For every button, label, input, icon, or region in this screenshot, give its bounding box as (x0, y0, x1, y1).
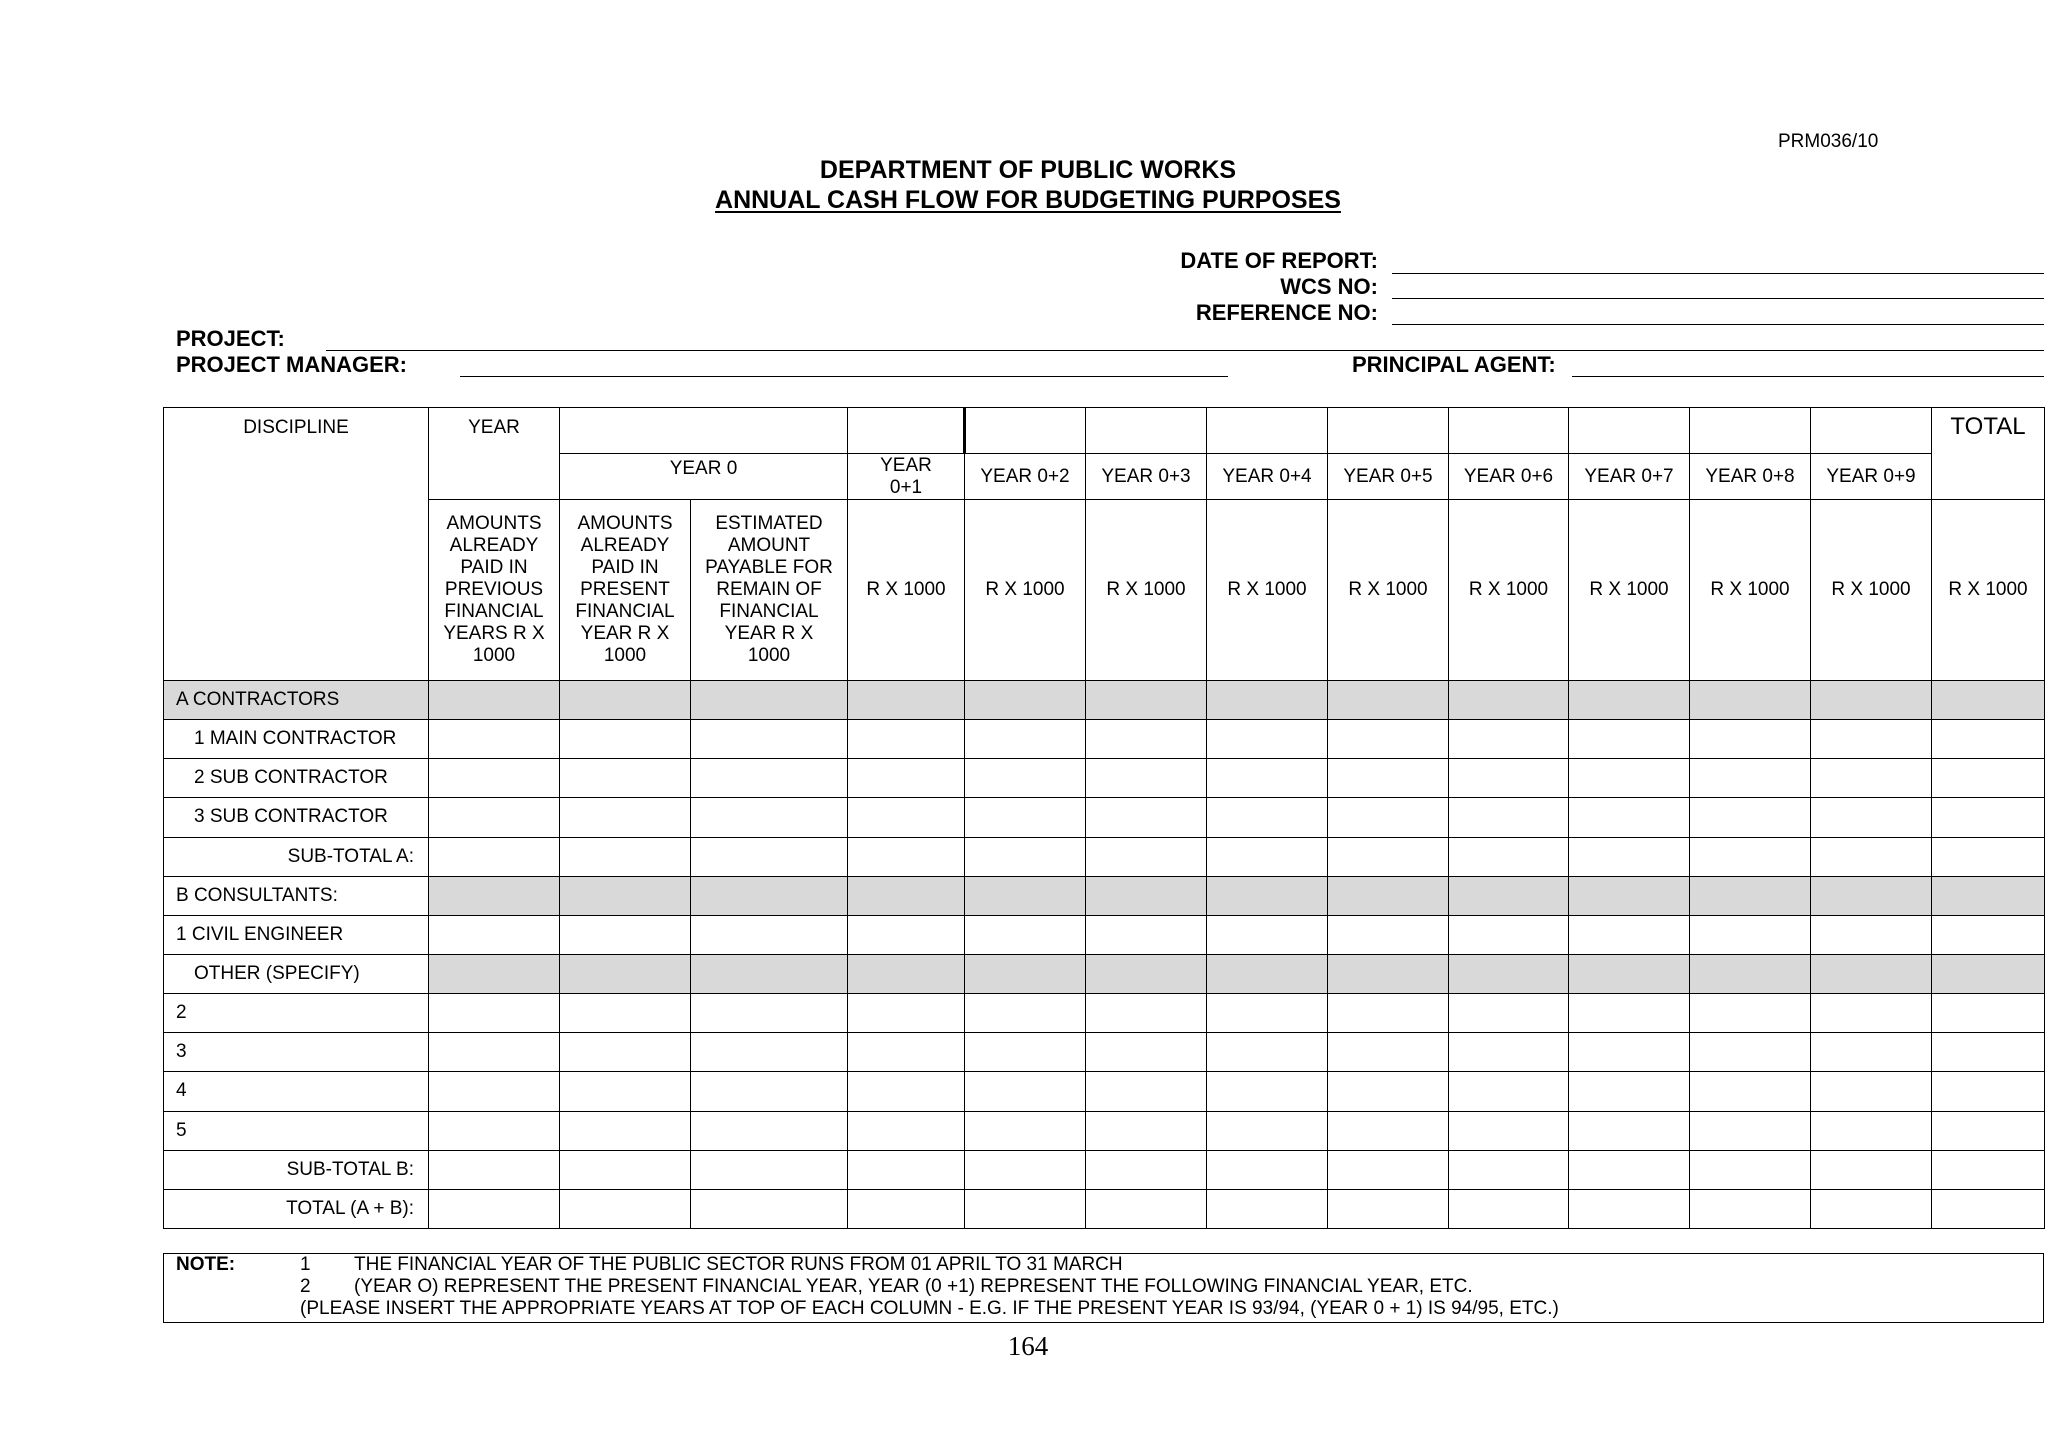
input-cell[interactable] (1086, 837, 1207, 876)
input-cell[interactable] (1690, 837, 1811, 876)
unit-header: R X 1000 (1569, 500, 1690, 681)
input-cell[interactable] (1932, 798, 2045, 837)
input-cell[interactable] (848, 1189, 965, 1228)
shaded-cell (965, 876, 1086, 915)
shaded-cell (1690, 680, 1811, 719)
input-cell[interactable] (1811, 759, 1932, 798)
input-cell[interactable] (1449, 759, 1569, 798)
shaded-cell (965, 954, 1086, 993)
row-label-5: 5 (164, 1111, 429, 1150)
year-0p9-header: YEAR 0+9 (1811, 454, 1932, 500)
input-cell[interactable] (560, 994, 691, 1033)
input-cell[interactable] (1086, 1189, 1207, 1228)
year-input-9[interactable] (1811, 408, 1932, 454)
input-cell[interactable] (1569, 1111, 1690, 1150)
input-cell[interactable] (429, 759, 560, 798)
input-cell[interactable] (848, 915, 965, 954)
shaded-cell (429, 876, 560, 915)
input-cell[interactable] (1690, 994, 1811, 1033)
shaded-cell (1569, 954, 1690, 993)
input-cell[interactable] (1328, 1111, 1449, 1150)
shaded-cell (1207, 954, 1328, 993)
header-row-units (164, 500, 2045, 681)
input-cell[interactable] (848, 759, 965, 798)
input-cell[interactable] (429, 1189, 560, 1228)
input-cell[interactable] (848, 720, 965, 759)
input-cell[interactable] (1690, 759, 1811, 798)
year-0p2-header: YEAR 0+2 (965, 454, 1086, 500)
input-cell[interactable] (429, 837, 560, 876)
shaded-cell (560, 954, 691, 993)
shaded-cell (1449, 954, 1569, 993)
input-cell[interactable] (1449, 837, 1569, 876)
input-cell[interactable] (1569, 759, 1690, 798)
input-cell[interactable] (1328, 759, 1449, 798)
input-cell[interactable] (965, 915, 1086, 954)
shaded-cell (1690, 876, 1811, 915)
shaded-cell (560, 680, 691, 719)
input-cell[interactable] (691, 1150, 848, 1189)
input-cell[interactable] (1449, 798, 1569, 837)
shaded-cell (1932, 954, 2045, 993)
input-cell[interactable] (1690, 915, 1811, 954)
table-row (164, 759, 2045, 798)
unit-header: R X 1000 (1086, 500, 1207, 681)
note-2-number: 2 (300, 1276, 311, 1297)
input-cell[interactable] (691, 1072, 848, 1111)
input-cell[interactable] (1449, 994, 1569, 1033)
input-cell[interactable] (691, 915, 848, 954)
shaded-cell (691, 876, 848, 915)
row-label-3: 3 (164, 1033, 429, 1072)
input-cell[interactable] (691, 1111, 848, 1150)
project-manager-label: PROJECT MANAGER: (176, 352, 408, 377)
input-cell[interactable] (560, 1111, 691, 1150)
input-cell[interactable] (965, 994, 1086, 1033)
input-cell[interactable] (429, 915, 560, 954)
input-cell[interactable] (1328, 1072, 1449, 1111)
page-subtitle: ANNUAL CASH FLOW FOR BUDGETING PURPOSES (715, 186, 1341, 214)
prev-years-text: AMOUNTS ALREADY PAID IN PREVIOUS FINANCIAL YEARS R X 1000 (443, 513, 545, 667)
total-header: TOTAL (1932, 408, 2045, 500)
input-cell[interactable] (691, 1033, 848, 1072)
input-cell[interactable] (1932, 1033, 2045, 1072)
row-label-total-ab: TOTAL (A + B): (164, 1189, 429, 1228)
input-cell[interactable] (965, 720, 1086, 759)
shaded-cell (1811, 680, 1932, 719)
shaded-cell (429, 680, 560, 719)
input-cell[interactable] (691, 759, 848, 798)
year-input-8[interactable] (1690, 408, 1811, 454)
row-label-sub-contractor-3: 3 SUB CONTRACTOR (164, 798, 429, 837)
table-row (164, 1111, 2045, 1150)
unit-header: R X 1000 (965, 500, 1086, 681)
year-input-6[interactable] (1449, 408, 1569, 454)
input-cell[interactable] (1207, 994, 1328, 1033)
input-cell[interactable] (1328, 1033, 1449, 1072)
input-cell[interactable] (1690, 1189, 1811, 1228)
input-cell[interactable] (1449, 720, 1569, 759)
input-cell[interactable] (965, 759, 1086, 798)
input-cell[interactable] (429, 1150, 560, 1189)
input-cell[interactable] (1328, 1189, 1449, 1228)
input-cell[interactable] (1932, 759, 2045, 798)
input-cell[interactable] (1690, 720, 1811, 759)
year-input-0[interactable] (560, 408, 848, 454)
input-cell[interactable] (1811, 720, 1932, 759)
unit-header: R X 1000 (848, 500, 965, 681)
year-0p5-header: YEAR 0+5 (1328, 454, 1449, 500)
input-cell[interactable] (1328, 994, 1449, 1033)
table-row (164, 720, 2045, 759)
input-cell[interactable] (691, 720, 848, 759)
shaded-cell (1449, 876, 1569, 915)
row-label-2: 2 (164, 994, 429, 1033)
shaded-cell (1328, 876, 1449, 915)
wcs-no-label: WCS NO: (1280, 274, 1378, 299)
input-cell[interactable] (560, 1189, 691, 1228)
input-cell[interactable] (1932, 1189, 2045, 1228)
note-2-text: (YEAR O) REPRESENT THE PRESENT FINANCIAL YEAR, YEAR (0 +1) REPRESENT THE FOLLOWING FINANCIAL YEAR, ETC. (354, 1276, 1473, 1297)
input-cell[interactable] (1449, 1072, 1569, 1111)
input-cell[interactable] (1328, 798, 1449, 837)
row-label-4: 4 (164, 1072, 429, 1111)
input-cell[interactable] (1207, 1072, 1328, 1111)
input-cell[interactable] (1207, 1189, 1328, 1228)
present-year-header (560, 500, 691, 681)
shaded-cell (848, 680, 965, 719)
input-cell[interactable] (848, 1033, 965, 1072)
input-cell[interactable] (1449, 1150, 1569, 1189)
input-cell[interactable] (965, 1111, 1086, 1150)
input-cell[interactable] (429, 720, 560, 759)
input-cell[interactable] (1086, 798, 1207, 837)
input-cell[interactable] (1569, 1189, 1690, 1228)
input-cell[interactable] (1932, 915, 2045, 954)
input-cell[interactable] (1932, 837, 2045, 876)
row-label-other-specify: OTHER (SPECIFY) (164, 954, 429, 993)
unit-header: R X 1000 (1449, 500, 1569, 681)
input-cell[interactable] (560, 1072, 691, 1111)
discipline-header: DISCIPLINE (164, 408, 429, 681)
shaded-cell (1207, 876, 1328, 915)
row-label-contractors: A CONTRACTORS (164, 680, 429, 719)
input-cell[interactable] (1811, 1111, 1932, 1150)
input-cell[interactable] (965, 1189, 1086, 1228)
input-cell[interactable] (1932, 1111, 2045, 1150)
year-0-header: YEAR 0 (560, 454, 848, 500)
unit-header: R X 1000 (1207, 500, 1328, 681)
note-3-text: (PLEASE INSERT THE APPROPRIATE YEARS AT TOP OF EACH COLUMN - E.G. IF THE PRESENT YEAR IS 93/94, (YEAR 0 + 1) IS 94/95, ETC.) (300, 1298, 1559, 1319)
present-year-text: AMOUNTS ALREADY PAID IN PRESENT FINANCIAL YEAR R X 1000 (575, 513, 675, 667)
unit-header: R X 1000 (1328, 500, 1449, 681)
input-cell[interactable] (1811, 994, 1932, 1033)
input-cell[interactable] (965, 798, 1086, 837)
input-cell[interactable] (1569, 798, 1690, 837)
input-cell[interactable] (1811, 837, 1932, 876)
page-title: DEPARTMENT OF PUBLIC WORKS (819, 156, 1237, 184)
input-cell[interactable] (429, 1072, 560, 1111)
note-box (163, 1253, 2044, 1323)
table-row (164, 798, 2045, 837)
input-cell[interactable] (1811, 1150, 1932, 1189)
year-0p8-header: YEAR 0+8 (1690, 454, 1811, 500)
input-cell[interactable] (848, 1072, 965, 1111)
input-cell[interactable] (1207, 1033, 1328, 1072)
input-cell[interactable] (1086, 915, 1207, 954)
input-cell[interactable] (429, 798, 560, 837)
table-row (164, 1189, 2045, 1228)
input-cell[interactable] (1086, 994, 1207, 1033)
input-cell[interactable] (1328, 720, 1449, 759)
shaded-cell (429, 954, 560, 993)
input-cell[interactable] (1569, 1150, 1690, 1189)
year-input-4[interactable] (1207, 408, 1328, 454)
shaded-cell (691, 680, 848, 719)
input-cell[interactable] (1932, 720, 2045, 759)
input-cell[interactable] (1811, 798, 1932, 837)
input-cell[interactable] (1207, 798, 1328, 837)
reference-no-field[interactable] (1392, 324, 2044, 325)
shaded-cell (848, 954, 965, 993)
input-cell[interactable] (1207, 759, 1328, 798)
shaded-cell (1811, 876, 1932, 915)
input-cell[interactable] (1207, 837, 1328, 876)
table-row (164, 680, 2045, 719)
input-cell[interactable] (1207, 720, 1328, 759)
input-cell[interactable] (1932, 994, 2045, 1033)
input-cell[interactable] (1811, 1189, 1932, 1228)
input-cell[interactable] (429, 1111, 560, 1150)
unit-header: R X 1000 (1690, 500, 1811, 681)
shaded-cell (1932, 680, 2045, 719)
shaded-cell (1086, 876, 1207, 915)
note-label: NOTE: (176, 1254, 236, 1275)
input-cell[interactable] (691, 1189, 848, 1228)
shaded-cell (1328, 954, 1449, 993)
project-field[interactable] (326, 350, 2044, 351)
input-cell[interactable] (560, 798, 691, 837)
project-manager-field[interactable] (460, 376, 1228, 377)
input-cell[interactable] (965, 837, 1086, 876)
page-number: 164 (1007, 1331, 1049, 1361)
year-input-3[interactable] (1086, 408, 1207, 454)
input-cell[interactable] (1449, 915, 1569, 954)
year-input-7[interactable] (1569, 408, 1690, 454)
shaded-cell (1569, 680, 1690, 719)
input-cell[interactable] (560, 759, 691, 798)
year-0p6-header: YEAR 0+6 (1449, 454, 1569, 500)
input-cell[interactable] (1086, 1150, 1207, 1189)
input-cell[interactable] (1690, 1072, 1811, 1111)
input-cell[interactable] (1811, 915, 1932, 954)
input-cell[interactable] (1811, 1033, 1932, 1072)
input-cell[interactable] (1449, 1111, 1569, 1150)
input-cell[interactable] (1328, 837, 1449, 876)
input-cell[interactable] (1086, 1072, 1207, 1111)
project-label: PROJECT: (176, 326, 285, 351)
input-cell[interactable] (1207, 1150, 1328, 1189)
date-of-report-field[interactable] (1392, 273, 2044, 274)
shaded-cell (1086, 954, 1207, 993)
input-cell[interactable] (1328, 915, 1449, 954)
table-row (164, 994, 2045, 1033)
year-header: YEAR (429, 408, 560, 500)
table-row (164, 837, 2045, 876)
prev-years-header (429, 500, 560, 681)
row-label-civil-engineer: 1 CIVIL ENGINEER (164, 915, 429, 954)
shaded-cell (848, 876, 965, 915)
unit-header: R X 1000 (1932, 500, 2045, 681)
input-cell[interactable] (1569, 720, 1690, 759)
table-row (164, 1150, 2045, 1189)
year-input-1[interactable] (848, 408, 965, 454)
shaded-cell (1449, 680, 1569, 719)
row-label-consultants: B CONSULTANTS: (164, 876, 429, 915)
input-cell[interactable] (1086, 1111, 1207, 1150)
year-0p1-header (848, 454, 965, 500)
input-cell[interactable] (1569, 1072, 1690, 1111)
input-cell[interactable] (1690, 798, 1811, 837)
year-input-2[interactable] (965, 408, 1086, 454)
input-cell[interactable] (1207, 1111, 1328, 1150)
shaded-cell (691, 954, 848, 993)
note-1-text: THE FINANCIAL YEAR OF THE PUBLIC SECTOR RUNS FROM 01 APRIL TO 31 MARCH (354, 1254, 1123, 1275)
row-label-subtotal-b: SUB-TOTAL B: (164, 1150, 429, 1189)
input-cell[interactable] (1569, 915, 1690, 954)
shaded-cell (1569, 876, 1690, 915)
input-cell[interactable] (848, 1111, 965, 1150)
input-cell[interactable] (429, 1033, 560, 1072)
shaded-cell (1932, 876, 2045, 915)
input-cell[interactable] (1569, 994, 1690, 1033)
input-cell[interactable] (560, 837, 691, 876)
form-code: PRM036/10 (1778, 131, 1879, 152)
input-cell[interactable] (1690, 1150, 1811, 1189)
principal-agent-field[interactable] (1572, 376, 2044, 377)
input-cell[interactable] (1932, 1150, 2045, 1189)
unit-header: R X 1000 (1811, 500, 1932, 681)
input-cell[interactable] (1086, 1033, 1207, 1072)
shaded-cell (1207, 680, 1328, 719)
input-cell[interactable] (1690, 1033, 1811, 1072)
input-cell[interactable] (560, 720, 691, 759)
table-row (164, 876, 2045, 915)
row-label-main-contractor: 1 MAIN CONTRACTOR (164, 720, 429, 759)
input-cell[interactable] (560, 915, 691, 954)
input-cell[interactable] (691, 837, 848, 876)
date-of-report-label: DATE OF REPORT: (1180, 248, 1378, 273)
input-cell[interactable] (691, 798, 848, 837)
table-row (164, 954, 2045, 993)
input-cell[interactable] (1569, 1033, 1690, 1072)
input-cell[interactable] (848, 798, 965, 837)
input-cell[interactable] (848, 994, 965, 1033)
wcs-no-field[interactable] (1392, 298, 2044, 299)
note-1-number: 1 (300, 1254, 311, 1275)
input-cell[interactable] (1932, 1072, 2045, 1111)
input-cell[interactable] (1569, 837, 1690, 876)
input-cell[interactable] (965, 1033, 1086, 1072)
shaded-cell (965, 680, 1086, 719)
shaded-cell (1086, 680, 1207, 719)
year-0p3-header: YEAR 0+3 (1086, 454, 1207, 500)
input-cell[interactable] (1449, 1033, 1569, 1072)
input-cell[interactable] (560, 1033, 691, 1072)
input-cell[interactable] (560, 1150, 691, 1189)
shaded-cell (560, 876, 691, 915)
reference-no-label: REFERENCE NO: (1195, 300, 1378, 325)
table-row (164, 915, 2045, 954)
row-label-sub-contractor-2: 2 SUB CONTRACTOR (164, 759, 429, 798)
input-cell[interactable] (691, 994, 848, 1033)
year-0p1-label: YEAR 0+1 (880, 454, 932, 498)
shaded-cell (1328, 680, 1449, 719)
year-0p7-header: YEAR 0+7 (1569, 454, 1690, 500)
table-row (164, 1072, 2045, 1111)
year-input-5[interactable] (1328, 408, 1449, 454)
input-cell[interactable] (965, 1072, 1086, 1111)
input-cell[interactable] (429, 994, 560, 1033)
principal-agent-label: PRINCIPAL AGENT: (1352, 352, 1556, 377)
estimated-text: ESTIMATED AMOUNT PAYABLE FOR REMAIN OF FINANCIAL YEAR R X 1000 (705, 513, 833, 667)
input-cell[interactable] (1328, 1150, 1449, 1189)
shaded-cell (1690, 954, 1811, 993)
input-cell[interactable] (1207, 915, 1328, 954)
input-cell[interactable] (1811, 1072, 1932, 1111)
header-row-top (164, 408, 2045, 454)
cash-flow-table (163, 407, 2045, 1229)
table-row (164, 1033, 2045, 1072)
input-cell[interactable] (848, 1150, 965, 1189)
input-cell[interactable] (965, 1150, 1086, 1189)
year-0p4-header: YEAR 0+4 (1207, 454, 1328, 500)
input-cell[interactable] (1086, 759, 1207, 798)
estimated-header (691, 500, 848, 681)
shaded-cell (1811, 954, 1932, 993)
input-cell[interactable] (1449, 1189, 1569, 1228)
input-cell[interactable] (1086, 720, 1207, 759)
row-label-subtotal-a: SUB-TOTAL A: (164, 837, 429, 876)
input-cell[interactable] (1690, 1111, 1811, 1150)
input-cell[interactable] (848, 837, 965, 876)
